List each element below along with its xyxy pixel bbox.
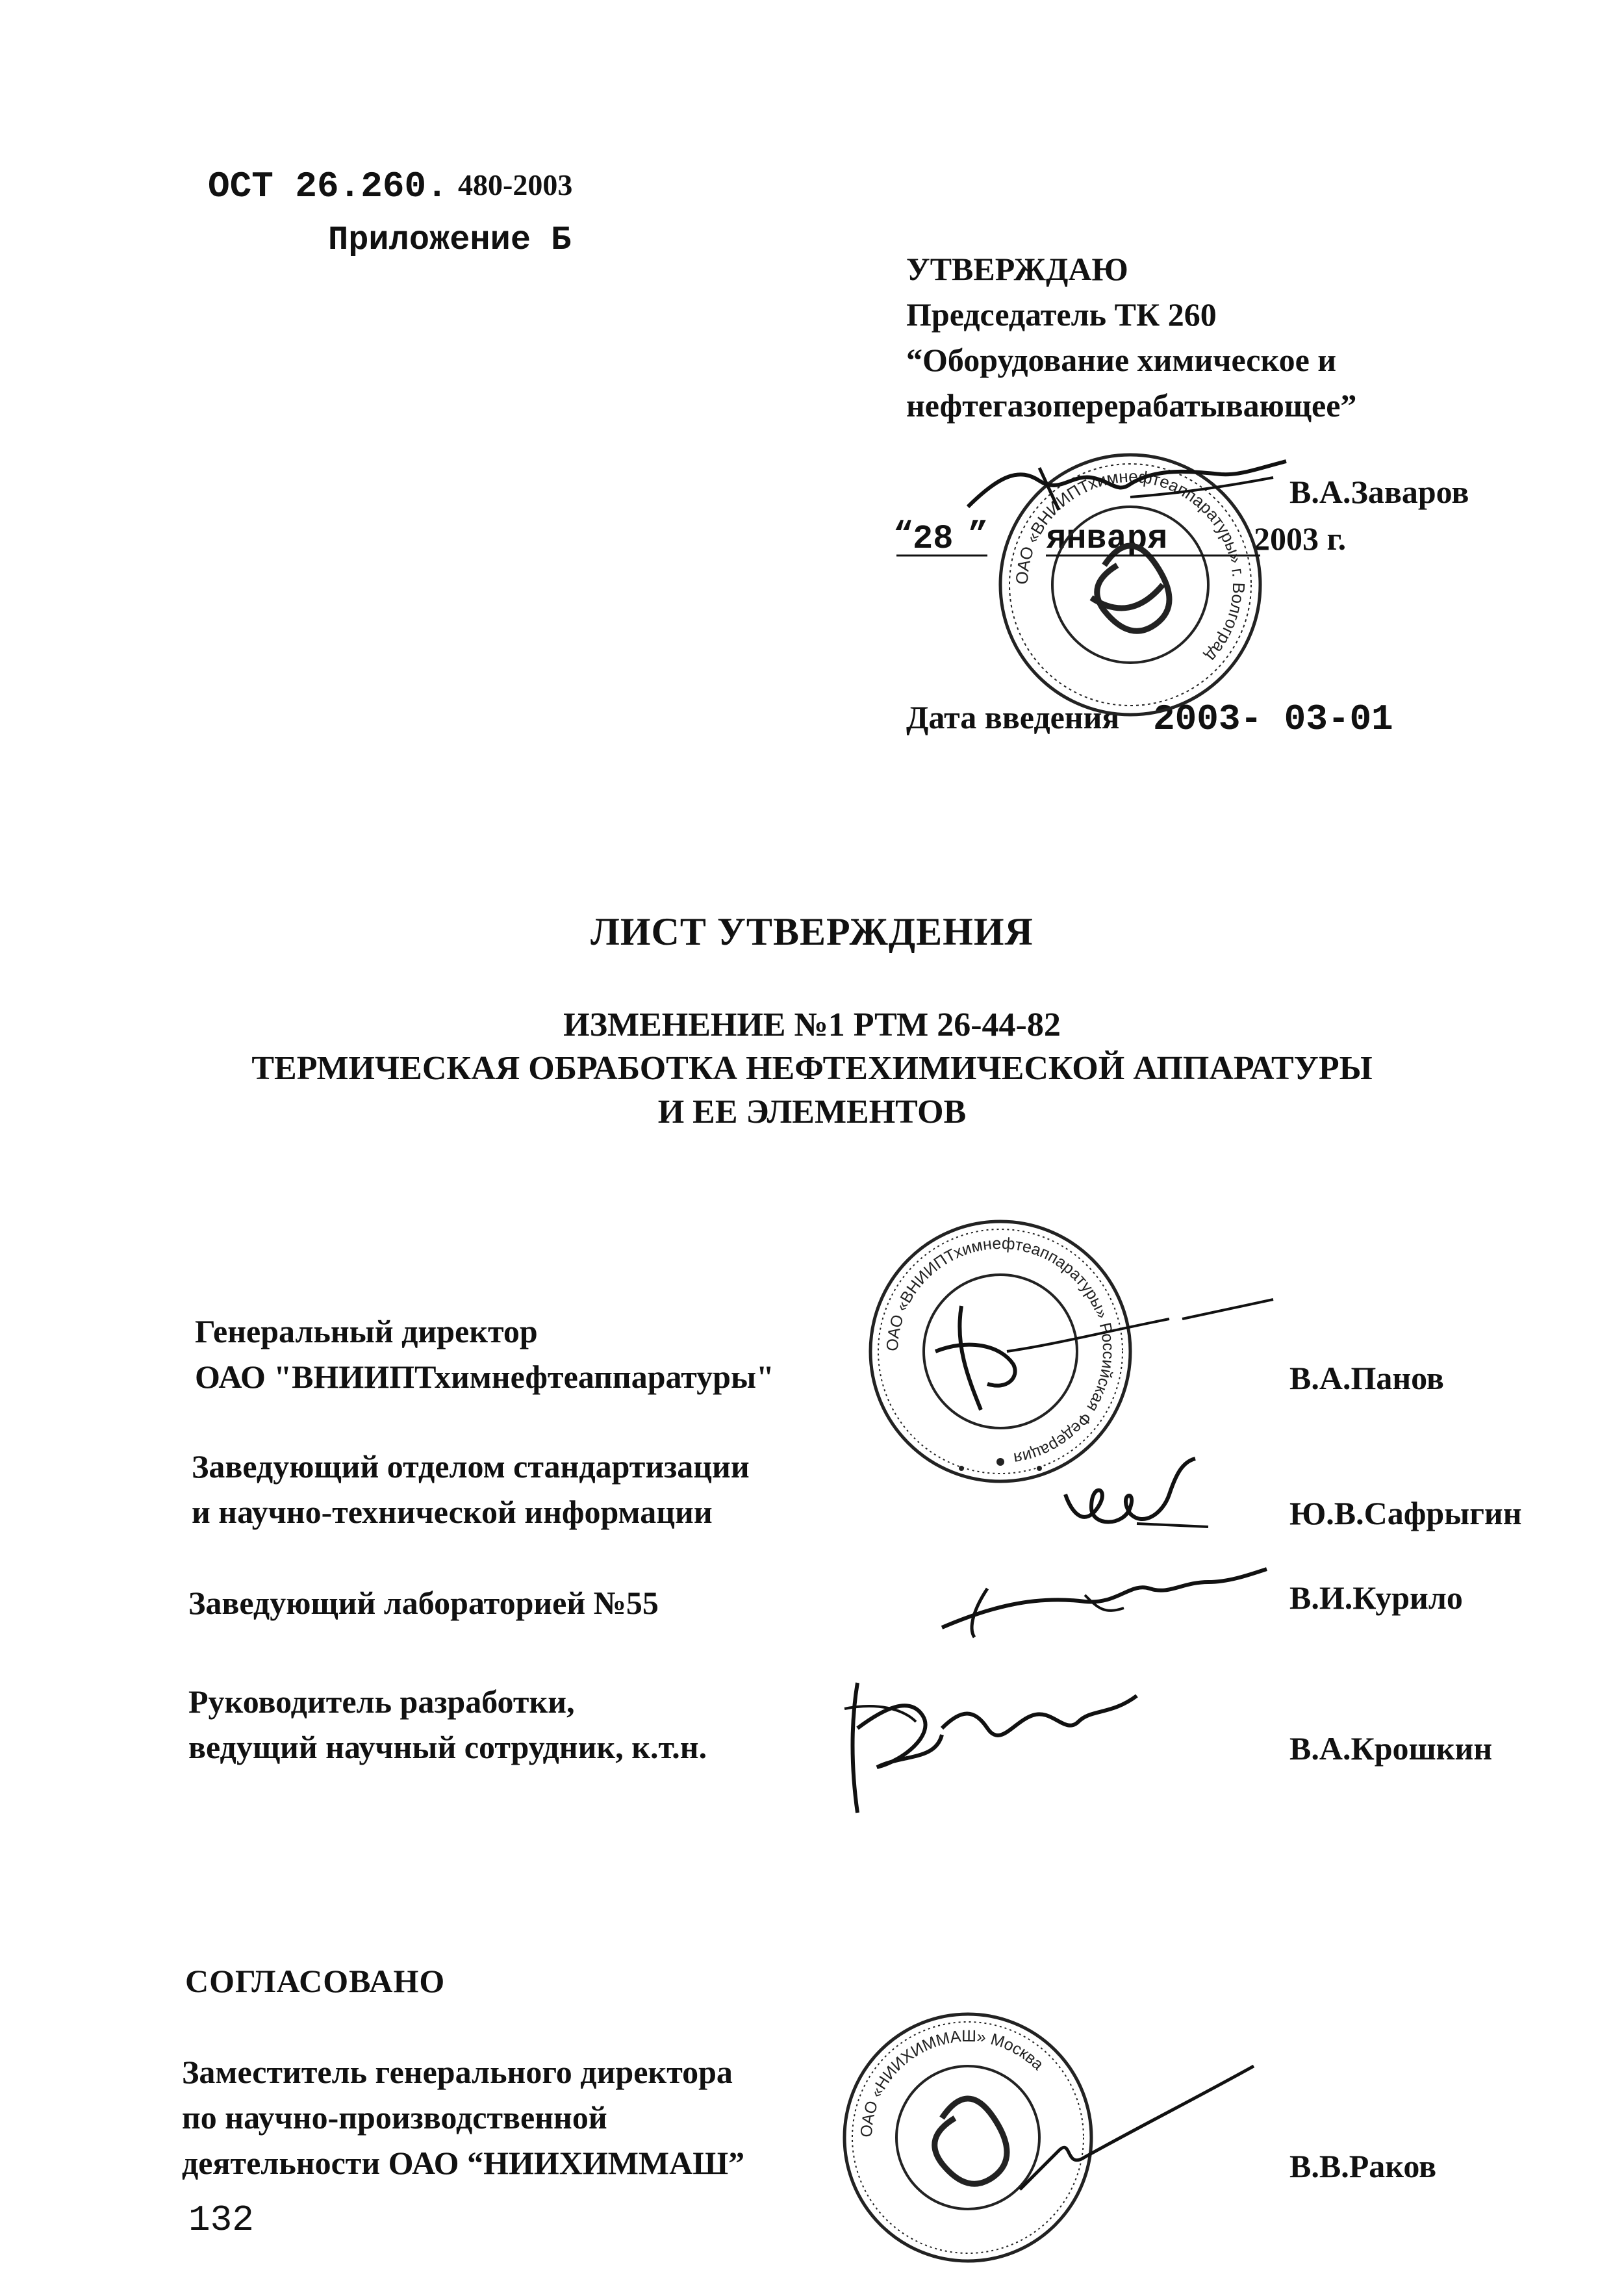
intro-date-label: Дата введения	[906, 699, 1120, 735]
approval-date-open-quote: “	[893, 517, 914, 555]
agreed-position-line-2: по научно-производственной	[182, 2099, 607, 2136]
signer-2-position-line-1: Заведующий отделом стандартизации	[192, 1448, 750, 1485]
signer-3-name: В.И.Курило	[1289, 1579, 1463, 1616]
approval-date-close-quote: ”	[968, 517, 989, 555]
agreed-title: СОГЛАСОВАНО	[185, 1963, 446, 1999]
date-underline	[896, 549, 1299, 562]
signer-1-position-line-2: ОАО "ВНИИПТхимнефтеаппаратуры"	[195, 1359, 774, 1395]
doc-number: 480-2003	[458, 168, 573, 201]
signer-1-name: В.А.Панов	[1289, 1360, 1444, 1396]
signer-2-position-line-2: и научно-технической информации	[192, 1494, 713, 1530]
approval-title: УТВЕРЖДАЮ	[906, 251, 1128, 287]
signature-panov	[909, 1293, 1306, 1423]
change-title-line-3: И ЕЕ ЭЛЕМЕНТОВ	[657, 1093, 967, 1131]
signer-4-position-line-2: ведущий научный сотрудник, к.т.н.	[188, 1729, 707, 1765]
agreed-position-line-3: деятельности ОАО “НИИХИММАШ”	[182, 2145, 745, 2181]
signature-kroshkin	[831, 1670, 1169, 1819]
sheet-title: ЛИСТ УТВЕРЖДЕНИЯ	[590, 910, 1034, 953]
signature-safrygin	[1052, 1455, 1221, 1546]
signer-4-position-line-1: Руководитель разработки,	[188, 1683, 575, 1720]
signature-rakov	[1013, 2060, 1260, 2209]
agreed-position-line-1: Заместитель генерального директора	[182, 2054, 733, 2090]
approval-signatory: В.А.Заваров	[1289, 474, 1469, 510]
approval-date-month: января	[1046, 520, 1168, 558]
page-number: 132	[188, 2199, 254, 2241]
signer-1-position-line-1: Генеральный директор	[195, 1313, 538, 1349]
intro-date-value: 2003- 03-01	[1153, 698, 1393, 740]
change-title-line-2: ТЕРМИЧЕСКАЯ ОБРАБОТКА НЕФТЕХИМИЧЕСКОЙ АППАРАТУРЫ	[251, 1050, 1373, 1087]
signature-zavarov	[961, 448, 1299, 526]
signature-kurilo	[935, 1556, 1273, 1647]
signer-2-name: Ю.В.Сафрыгин	[1289, 1495, 1522, 1531]
signer-3-position-line-1: Заведующий лабораторией №55	[188, 1585, 659, 1621]
change-title-line-1: ИЗМЕНЕНИЕ №1 РТМ 26-44-82	[563, 1006, 1061, 1043]
approval-line-3: нефтегазоперерабатывающее”	[906, 387, 1357, 424]
approval-date-day: 28	[913, 520, 954, 558]
seal-2-ring-text: ОАО «ВНИИПТхимнефтеаппаратуры» Российская Федерация	[883, 1234, 1118, 1468]
signer-4-name: В.А.Крошкин	[1289, 1730, 1493, 1767]
seal-3-ring-text: ОАО «НИИХИММАШ» Москва	[857, 2026, 1047, 2138]
agreed-name: В.В.Раков	[1289, 2148, 1437, 2184]
approval-date-year: 2003 г.	[1254, 520, 1347, 557]
approval-line-1: Председатель ТК 260	[906, 296, 1217, 333]
seal-1-ring-text: ОАО «ВНИИПТхимнефтеаппаратуры» г. Волгоград	[1011, 466, 1249, 666]
doc-code: ОСТ 26.260.	[208, 166, 448, 207]
appendix-label: Приложение Б	[328, 221, 572, 259]
approval-line-2: “Оборудование химическое и	[906, 342, 1337, 378]
